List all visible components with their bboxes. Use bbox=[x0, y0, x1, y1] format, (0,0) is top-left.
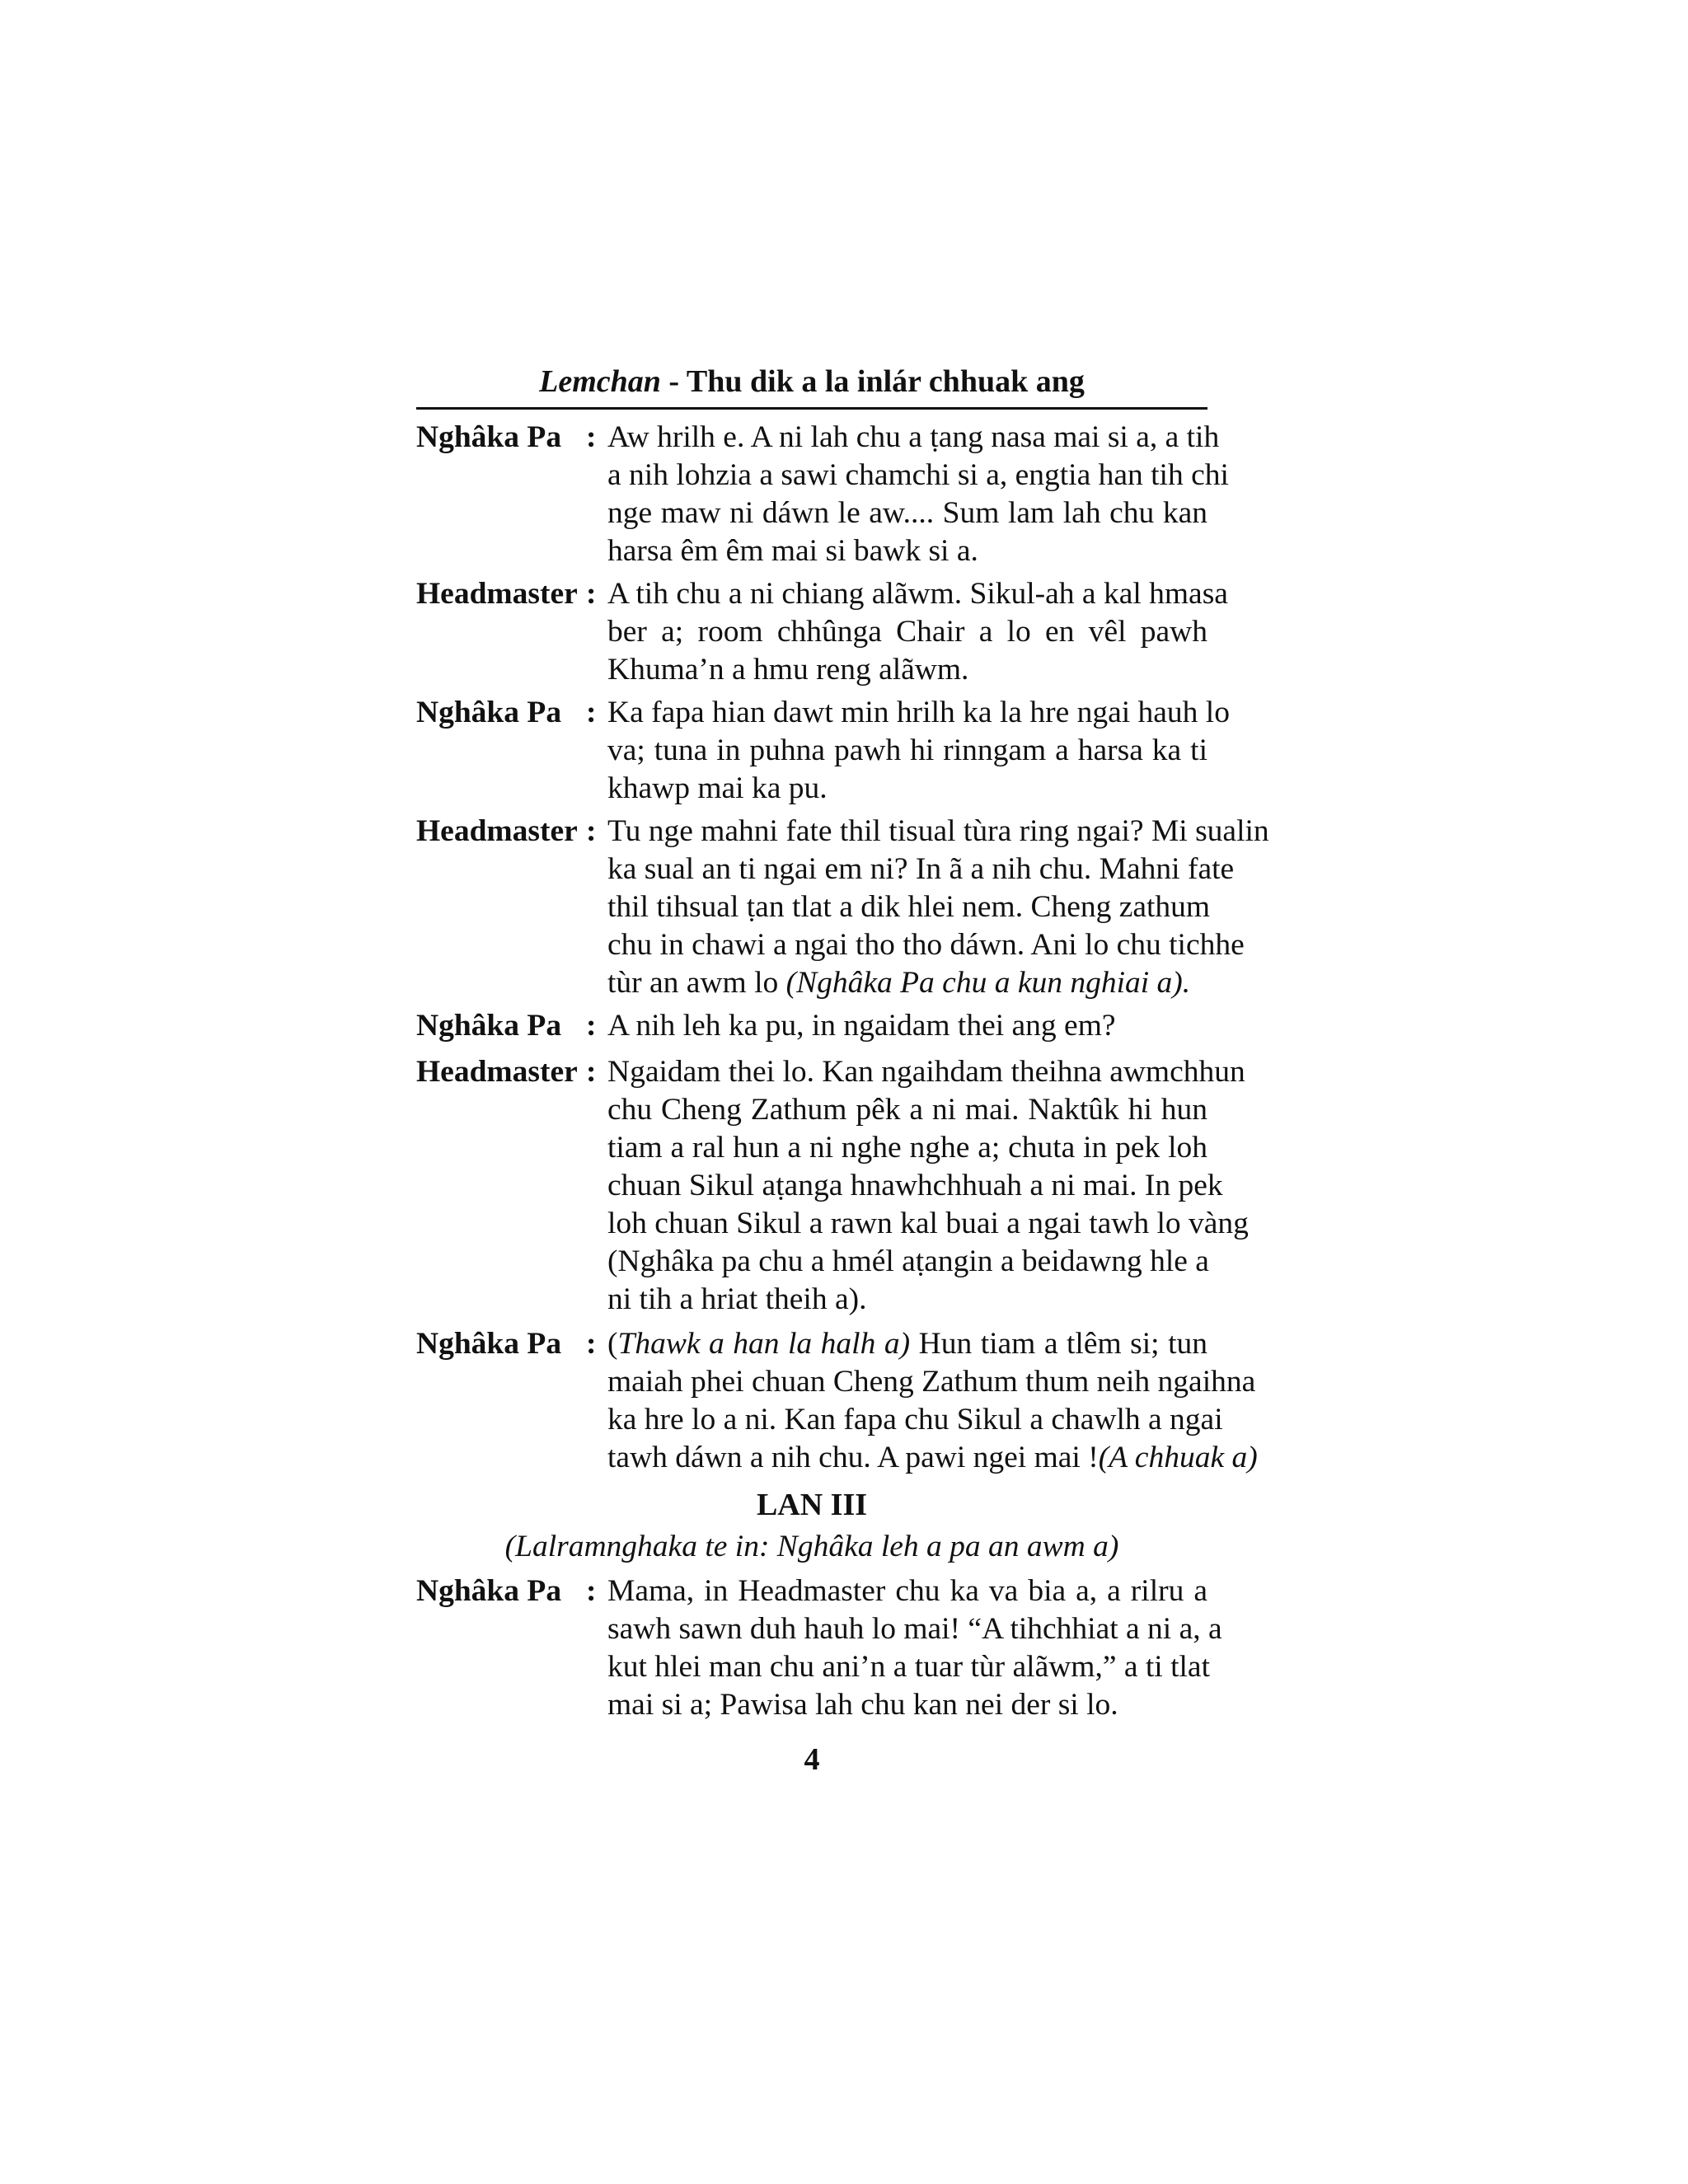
scene-setting-note: (Lalramnghaka te in: Nghâka leh a pa an awm a) bbox=[504, 1530, 1119, 1563]
dialogue-entry bbox=[416, 813, 1269, 1002]
dialogue-entry bbox=[416, 1053, 1249, 1319]
speech-text: A tih chu a ni chiang alãwm. Sikul-ah a kal hmasa ber a; room chhûnga Chair a lo en vêl pawh Khuma’n a hmu reng alãwm. bbox=[607, 577, 1228, 687]
speech-text: (Thawk a han la halh a) Hun tiam a tlêm si; tun maiah phei chuan Cheng Zathum thum neih ngaihna ka hre lo a ni. Kan fapa chu Sikul a chawlh a ngai tawh dáwn a nih chu. A pawi ngei mai !(A chhuak a) bbox=[607, 1327, 1258, 1474]
speaker-name: Nghâka Pa : bbox=[416, 1574, 597, 1608]
stage-direction: Thawk a han la halh a) bbox=[617, 1327, 911, 1361]
dialogue-entry bbox=[416, 419, 1229, 570]
speaker-name: Headmaster : bbox=[416, 577, 597, 611]
page-number: 4 bbox=[804, 1742, 820, 1777]
speech-text: Tu nge mahni fate thil tisual tùra ring ngai? Mi sualin ka sual an ti ngai em ni? In ã a nih chu. Mahni fate thil tihsual ṭan tlat a dik hlei nem. Cheng zathum chu in chawi a ngai tho tho dáwn. Ani lo chu tichhe tùr an awm lo (Nghâka Pa chu a kun nghiai a). bbox=[607, 814, 1269, 1000]
speaker-name: Nghâka Pa : bbox=[416, 420, 597, 454]
stage-direction: (A chhuak a) bbox=[1098, 1441, 1258, 1474]
speech-text: A nih leh ka pu, in ngaidam thei ang em? bbox=[607, 1009, 1116, 1043]
speech-text: Ngaidam thei lo. Kan ngaihdam theihna awmchhun chu Cheng Zathum pêk a ni mai. Naktûk hi hun tiam a ral hun a ni nghe nghe a; chuta in pek loh chuan Sikul aṭanga hnawhchhuah a ni mai. In pek loh chuan Sikul a rawn kal buai a ngai tawh lo vàng (Nghâka pa chu a hmél aṭangin a beidawng hle a ni tih a hriat theih a). bbox=[607, 1055, 1249, 1316]
dialogue-entry bbox=[416, 694, 1230, 808]
speech-text: Mama, in Headmaster chu ka va bia a, a rilru a sawh sawn duh hauh lo mai! “A tihchhiat a ni a, a kut hlei man chu ani’n a tuar tùr alãwm,” a ti tlat mai si a; Pawisa lah chu kan nei der si lo. bbox=[607, 1574, 1222, 1722]
dialogue-entry bbox=[416, 575, 1228, 689]
speaker-name: Nghâka Pa : bbox=[416, 1327, 597, 1361]
speaker-name: Nghâka Pa : bbox=[416, 696, 597, 729]
dialogue-entry bbox=[416, 1007, 1207, 1045]
speaker-name: Headmaster : bbox=[416, 1055, 597, 1089]
speech-text: Aw hrilh e. A ni lah chu a ṭang nasa mai si a, a tih a nih lohzia a sawi chamchi si a, engtia han tih chi nge maw ni dáwn le aw.... Sum lam lah chu kan harsa êm êm mai si bawk si a. bbox=[607, 420, 1229, 568]
speaker-name: Nghâka Pa : bbox=[416, 1009, 597, 1043]
stage-direction: (Nghâka Pa chu a kun nghiai a). bbox=[785, 966, 1191, 1000]
dialogue-entry bbox=[416, 1325, 1258, 1477]
speech-text: Ka fapa hian dawt min hrilh ka la hre ngai hauh lo va; tuna in puhna pawh hi rinngam a harsa ka ti khawp mai ka pu. bbox=[607, 696, 1230, 805]
running-header bbox=[416, 361, 1207, 410]
dialogue-entry bbox=[416, 1572, 1222, 1724]
speaker-name: Headmaster : bbox=[416, 814, 597, 848]
header-title-italic: Lemchan bbox=[539, 364, 661, 399]
scene-heading: LAN III bbox=[756, 1488, 868, 1522]
header-title-rest: - Thu dik a la inlár chhuak ang bbox=[660, 364, 1085, 399]
